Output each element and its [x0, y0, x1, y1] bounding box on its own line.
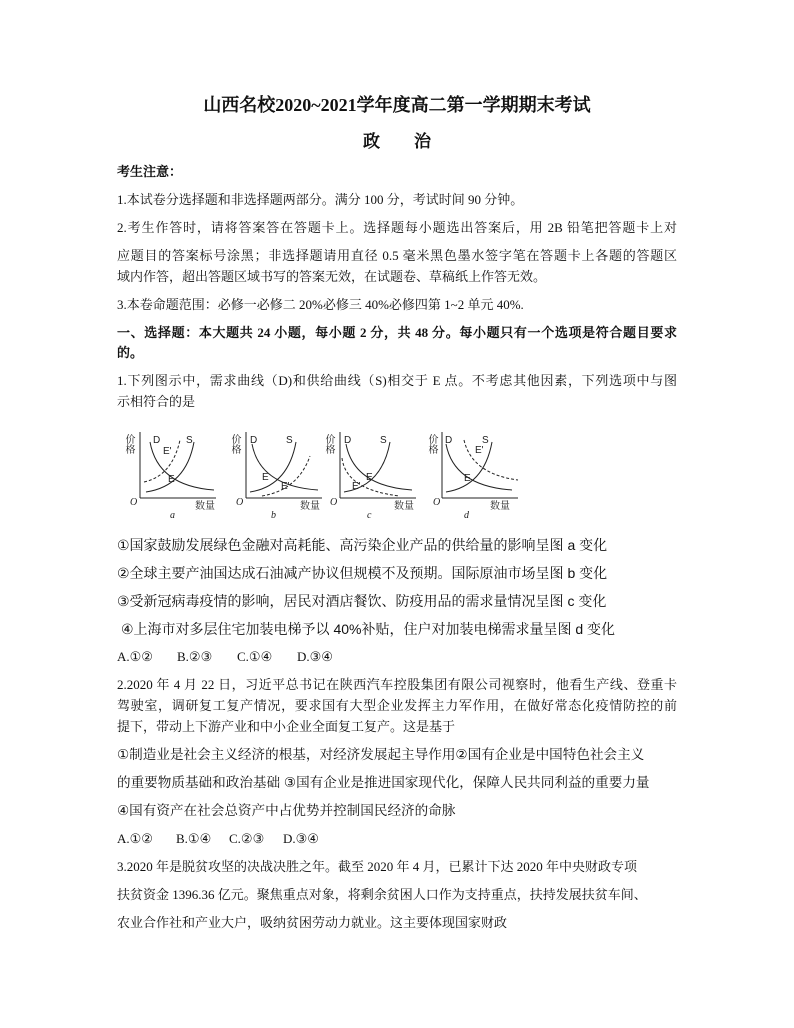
notice-line: 应题目的答案标号涂黑；非选择题请用直径 0.5 毫米黑色墨水签字笔在答题卡上各题的答题区	[117, 248, 677, 263]
choice-c: C.①④	[237, 649, 273, 664]
demand-label: D	[445, 435, 453, 446]
choice-d: D.③④	[283, 831, 319, 846]
choice-a: A.①②	[117, 831, 153, 846]
equilibrium-label: E	[168, 474, 175, 485]
demand-curve	[150, 442, 214, 490]
y-axis-label: 价格	[323, 434, 334, 454]
notice-line: 1.本试卷分选择题和非选择题两部分。满分 100 分，考试时间 90 分钟。	[117, 192, 524, 207]
q2-choices	[117, 829, 319, 849]
figure-b	[226, 428, 324, 523]
q2-stem: 提下，带动上下游产业和中小企业全面复工复产。这是基于	[117, 719, 456, 734]
shifted-point-label: E'	[281, 481, 290, 492]
demand-label: D	[153, 435, 161, 446]
q3-stem: 扶贫资金 1396.36 亿元。聚焦重点对象，将剩余贫困人口作为支持重点，扶持发展扶贫车间、	[117, 887, 647, 902]
x-axis-label: 数量	[394, 501, 414, 512]
section-heading: 的。	[117, 345, 144, 360]
origin-label: O	[236, 497, 244, 508]
q1-stem: 1.下列图示中，需求曲线（D)和供给曲线（S)相交于 E 点。不考虑其他因素，下列选项中与图	[117, 373, 677, 388]
supply-curve	[446, 442, 492, 492]
q2-statement: 的重要物质基础和政治基础 ③国有企业是推进国家现代化，保障人民共同利益的重要力量	[117, 775, 650, 790]
q3-stem: 农业合作社和产业大户，吸纳贫困劳动力就业。这主要体现国家财政	[117, 915, 508, 930]
q1-statement: ②全球主要产油国达成石油减产协议但规模不及预期。国际原油市场呈图 b 变化	[117, 565, 608, 581]
figure-a	[120, 428, 218, 523]
section-heading: 一、选择题：本大题共 24 小题，每小题 2 分，共 48 分。每小题只有一个选项是符合题目要求	[117, 325, 677, 340]
q2-stem: 驾驶室，调研复工复产情况，要求国有大型企业发挥主力军作用，在做好常态化疫情防控的前	[117, 698, 677, 713]
choice-a: A.①②	[117, 649, 153, 664]
notice-line: 域内作答，超出答题区域书写的答案无效，在试题卷、草稿纸上作答无效。	[117, 269, 547, 284]
subject-title: 政 治	[363, 132, 431, 151]
x-axis-label: 数量	[195, 501, 215, 512]
figure-d	[424, 428, 522, 523]
choice-b: B.①④	[176, 831, 212, 846]
q3-stem: 3.2020 年是脱贫攻坚的决战决胜之年。截至 2020 年 4 月，已累计下达 2020 年中央财政专项	[117, 859, 638, 874]
supply-label: S	[482, 435, 489, 446]
q2-statement: ④国有资产在社会总资产中占优势并控制国民经济的命脉	[117, 803, 456, 818]
x-axis-label: 数量	[490, 501, 510, 512]
shifted-point-label: E'	[163, 446, 172, 457]
notice-heading: 考生注意：	[117, 164, 183, 179]
figure-caption: a	[170, 510, 175, 521]
demand-label: D	[250, 435, 258, 446]
q1-choices	[117, 647, 357, 667]
figure-c	[320, 428, 418, 523]
page-title: 山西名校2020~2021学年度高二第一学期期末考试	[203, 95, 591, 115]
notice-line: 3.本卷命题范围：必修一必修二 20%必修三 40%必修四第 1~2 单元 40%.	[117, 297, 524, 312]
q1-statement: ③受新冠病毒疫情的影响，居民对酒店餐饮、防疫用品的需求量情况呈图 c 变化	[117, 593, 607, 609]
equilibrium-label: E	[366, 472, 373, 483]
x-axis-label: 数量	[300, 501, 320, 512]
equilibrium-label: E	[262, 472, 269, 483]
origin-label: O	[130, 497, 138, 508]
equilibrium-label: E	[464, 473, 471, 484]
supply-label: S	[286, 435, 293, 446]
origin-label: O	[433, 497, 441, 508]
q2-statement: ①制造业是社会主义经济的根基，对经济发展起主导作用②国有企业是中国特色社会主义	[117, 747, 645, 762]
supply-label: S	[186, 435, 193, 446]
figure-caption: b	[271, 510, 276, 521]
origin-label: O	[330, 497, 338, 508]
choice-b: B.②③	[177, 649, 213, 664]
q1-statement: ①国家鼓励发展绿色金融对高耗能、高污染企业产品的供给量的影响呈图 a 变化	[117, 537, 608, 553]
demand-label: D	[344, 435, 352, 446]
figure-caption: c	[367, 510, 372, 521]
notice-line: 2.考生作答时，请将答案答在答题卡上。选择题每小题选出答案后，用 2B 铅笔把答题卡上对	[117, 220, 677, 235]
shifted-point-label: E'	[475, 445, 484, 456]
y-axis-label: 价格	[426, 434, 437, 454]
q1-statement: ④上海市对多层住宅加装电梯予以 40%补贴，住户对加装电梯需求量呈图 d 变化	[121, 621, 616, 637]
choice-d: D.③④	[297, 649, 333, 664]
y-axis-label: 价格	[123, 434, 134, 454]
shifted-point-label: E'	[352, 481, 361, 492]
figure-caption: d	[464, 510, 469, 521]
choice-c: C.②③	[229, 831, 265, 846]
q2-stem: 2.2020 年 4 月 22 日，习近平总书记在陕西汽车控股集团有限公司视察时，他看生产线、登重卡	[117, 677, 677, 692]
supply-label: S	[380, 435, 387, 446]
q1-stem: 示相符合的是	[117, 394, 196, 409]
y-axis-label: 价格	[229, 434, 240, 454]
